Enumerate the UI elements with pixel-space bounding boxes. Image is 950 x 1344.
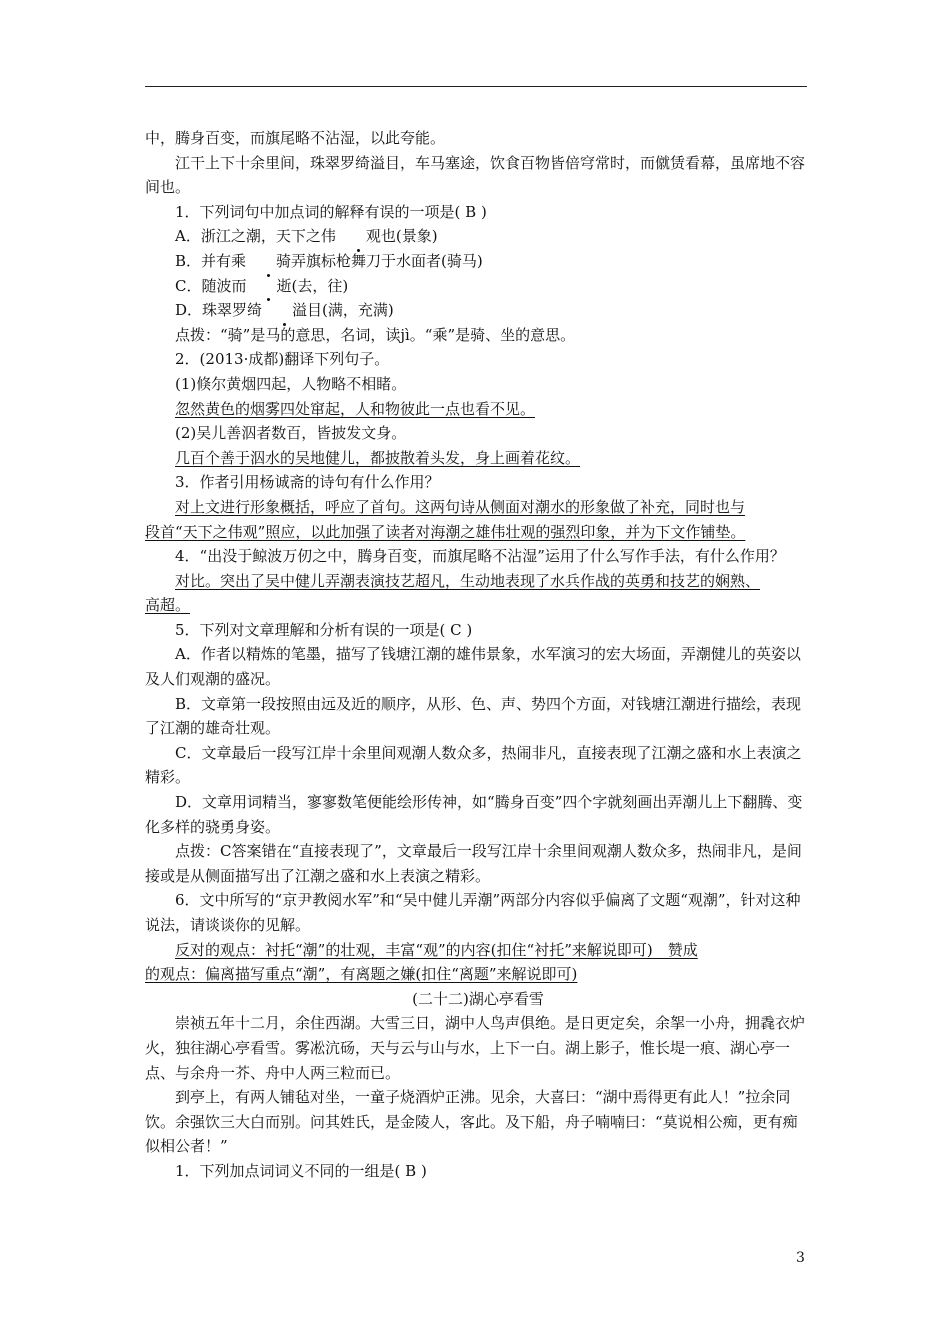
answer-line [145,397,811,422]
option-text: A．浙江之潮，天下之伟 [175,227,336,246]
option-d: D．文章用词精当，寥寥数笔便能绘形传神，如“腾身百变”四个字就刻画出弄潮儿上下翻腾、变化多样的骁勇身姿。 [145,793,803,836]
header-rule [145,86,807,87]
answer-text: 反对的观点：衬托“潮”的壮观，丰富“观”的内容(扣住“衬托”来解说即可) 赞成 [175,940,698,959]
option-text: 也(景象) [380,227,438,246]
passage-paragraph: 崇祯五年十二月，余住西湖。大雪三日，湖中人鸟声俱绝。是日更定矣，余挐一小舟，拥毳衣炉火，独往湖心亭看雪。雾凇沆砀，天与云与山与水，上下一白。湖上影子，惟长堤一痕、湖心亭一点、与余舟一芥、舟中人两三粒而已。 [145,1014,806,1082]
question-3: 3．作者引用杨诚斋的诗句有什么作用？ [175,473,440,492]
dotted-word: 观 [336,224,381,249]
answer-line [145,593,811,618]
document-body [145,126,811,1184]
option-d [145,298,811,323]
answer-text: 高超。 [145,596,191,615]
question-4: 4．“出没于鲸波万仞之中，腾身百变，而旗尾略不沾湿”运用了什么写作手法，有什么作用？ [175,547,785,566]
question-1: 1．下列加点词词义不同的一组是( B ) [175,1161,427,1180]
option-a [145,224,811,249]
option-text: 目(满，充满) [307,301,394,320]
hint-note: 点拨：“骑”是马的意思，名词，读jì。“乘”是骑、坐的意思。 [175,325,576,344]
option-c: C．文章最后一段写江岸十余里间观潮人数众多，热闹非凡，直接表现了江潮之盛和水上表演之精彩。 [145,743,802,787]
passage-paragraph: 到亭上，有两人铺毡对坐，一童子烧酒炉正沸。见余，大喜曰：“湖中焉得更有此人！”拉余同饮。余强饮三大白而别。问其姓氏，是金陵人，客此。及下船，舟子喃喃曰：“莫说相公痴，更有痴似相公者！” [145,1088,798,1156]
option-text: D．珠翠罗绮 [175,301,263,320]
answer-line [145,962,811,987]
dotted-word: 逝 [246,274,291,299]
answer-text: 几百个善于泅水的吴地健儿，都披散着头发，身上画着花纹。 [175,448,581,467]
option-text: C．随波而 [175,276,247,295]
question-6: 6．文中所写的“京尹教阅水军”和“吴中健儿弄潮”两部分内容似乎偏离了文题“观潮”，针对这种说法，请谈谈你的见解。 [145,891,801,934]
question-2: 2．(2013·成都)翻译下列句子。 [175,350,390,369]
answer-text: 段首“天下之伟观”照应，以此加强了读者对海潮之雄伟壮观的强烈印象，并为下文作铺垫。 [145,522,746,541]
option-c [145,274,811,299]
option-text: B．并有乘 [175,251,247,270]
passage-paragraph: 江干上下十余里间，珠翠罗绮溢目，车马塞途，饮食百物皆倍穹常时，而僦赁看幕，虽席地不容间也。 [145,153,806,197]
answer-text: 对比。突出了吴中健儿弄潮表演技艺超凡，生动地表现了水兵作战的英勇和技艺的娴熟、 [175,571,761,590]
answer-text: 对上文进行形象概括，呼应了首句。这两句诗从侧面对潮水的形象做了补充，同时也与 [175,497,746,516]
section-title: (二十二)湖心亭看雪 [412,989,544,1008]
answer-line [145,495,811,520]
passage-line: 中，腾身百变，而旗尾略不沾湿，以此夸能。 [145,129,446,147]
question-1: 1．下列词句中加点词的解释有误的一项是( B ) [175,202,487,221]
question-5: 5．下列对文章理解和分析有误的一项是( C ) [175,620,473,639]
page-number: 3 [796,1250,805,1266]
option-text: 弄旗标枪舞刀于水面者(骑马) [291,251,483,270]
hint-note: 点拨：C答案错在“直接表现了”，文章最后一段写江岸十余里间观潮人数众多，热闹非凡，是间接或是从侧面描写出了江潮之盛和水上表演之精彩。 [145,842,802,885]
answer-line [145,938,811,963]
answer-text: 忽然黄色的烟雾四处窜起，人和物彼此一点也看不见。 [175,399,536,418]
option-b [145,249,811,274]
answer-line [145,446,811,471]
answer-line [145,569,811,594]
sub-question: (2)吴儿善泅者数百，皆披发文身。 [175,424,407,443]
option-text: (去，往) [291,276,349,295]
dotted-word: 溢 [262,298,307,323]
answer-line [145,520,811,545]
option-a: A．作者以精炼的笔墨，描写了钱塘江潮的雄伟景象，水军演习的宏大场面，弄潮健儿的英姿以及人们观潮的盛况。 [145,645,801,689]
answer-text: 的观点：偏离描写重点“潮”，有离题之嫌(扣住“离题”来解说即可) [145,965,578,984]
dotted-word: 骑 [246,249,291,274]
sub-question: (1)倏尔黄烟四起，人物略不相睹。 [175,374,407,393]
option-b: B．文章第一段按照由远及近的顺序，从形、色、声、势四个方面，对钱塘江潮进行描绘，表现了江潮的雄奇壮观。 [145,694,802,738]
